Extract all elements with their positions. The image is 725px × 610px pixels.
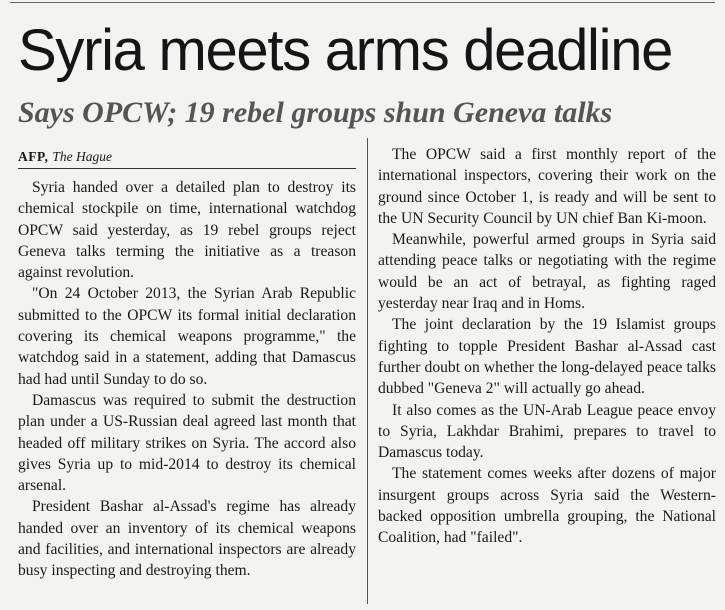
paragraph: Syria handed over a detailed plan to destroy its chemical stockpile on time, international watchdog OPCW said yesterday, as 19 rebel groups reject Geneva talks terming the initiative as a treason against revolution.: [18, 179, 356, 282]
byline: [18, 148, 356, 166]
article-column-1: [18, 177, 356, 582]
byline-agency: AFP,: [18, 149, 49, 164]
byline-rule: [18, 168, 356, 169]
paragraph: Damascus was required to submit the destruction plan under a US-Russian deal agreed last month that headed off military strikes on Syria. The accord also gives Syria up to mid-2014 to destroy its chemical arsenal.: [18, 391, 356, 495]
paragraph: Meanwhile, powerful armed groups in Syria said attending peace talks or negotiating with the regime would be an act of betrayal, as fighting raged yesterday near Iraq and in Homs.: [378, 231, 716, 313]
subheadline: Says OPCW; 19 rebel groups shun Geneva talks: [18, 96, 613, 129]
paragraph: "On 24 October 2013, the Syrian Arab Republic submitted to the OPCW its formal initial declaration covering its chemical weapons programme," the watchdog said in a statement, adding that Damascus had had until Sunday to do so.: [18, 285, 356, 388]
paragraph: The OPCW said a first monthly report of the international inspectors, covering their work on the ground since October 1, is ready and will be sent to the UN Security Council by UN chief Ban Ki-moon.: [378, 146, 716, 227]
paragraph: The joint declaration by the 19 Islamist groups fighting to topple President Bashar al-Assad cast further doubt on whether the long-delayed peace talks dubbed "Geneva 2" will actually go ahead.: [378, 316, 716, 398]
column-divider: [367, 138, 368, 604]
byline-place: The Hague: [52, 149, 113, 164]
article-column-2: [378, 144, 716, 549]
headline: Syria meets arms deadline: [18, 18, 673, 83]
paragraph: It also comes as the UN-Arab League peace envoy to Syria, Lakhdar Brahimi, prepares to travel to Damascus today.: [378, 401, 716, 462]
paragraph: The statement comes weeks after dozens of major insurgent groups across Syria said the Western-backed opposition umbrella grouping, the National Coalition, had "failed".: [378, 465, 716, 547]
paragraph: President Bashar al-Assad's regime has already handed over an inventory of its chemical weapons and facilities, and international inspectors are already busy inspecting and destroying them.: [18, 498, 356, 580]
top-rule: [10, 2, 715, 3]
